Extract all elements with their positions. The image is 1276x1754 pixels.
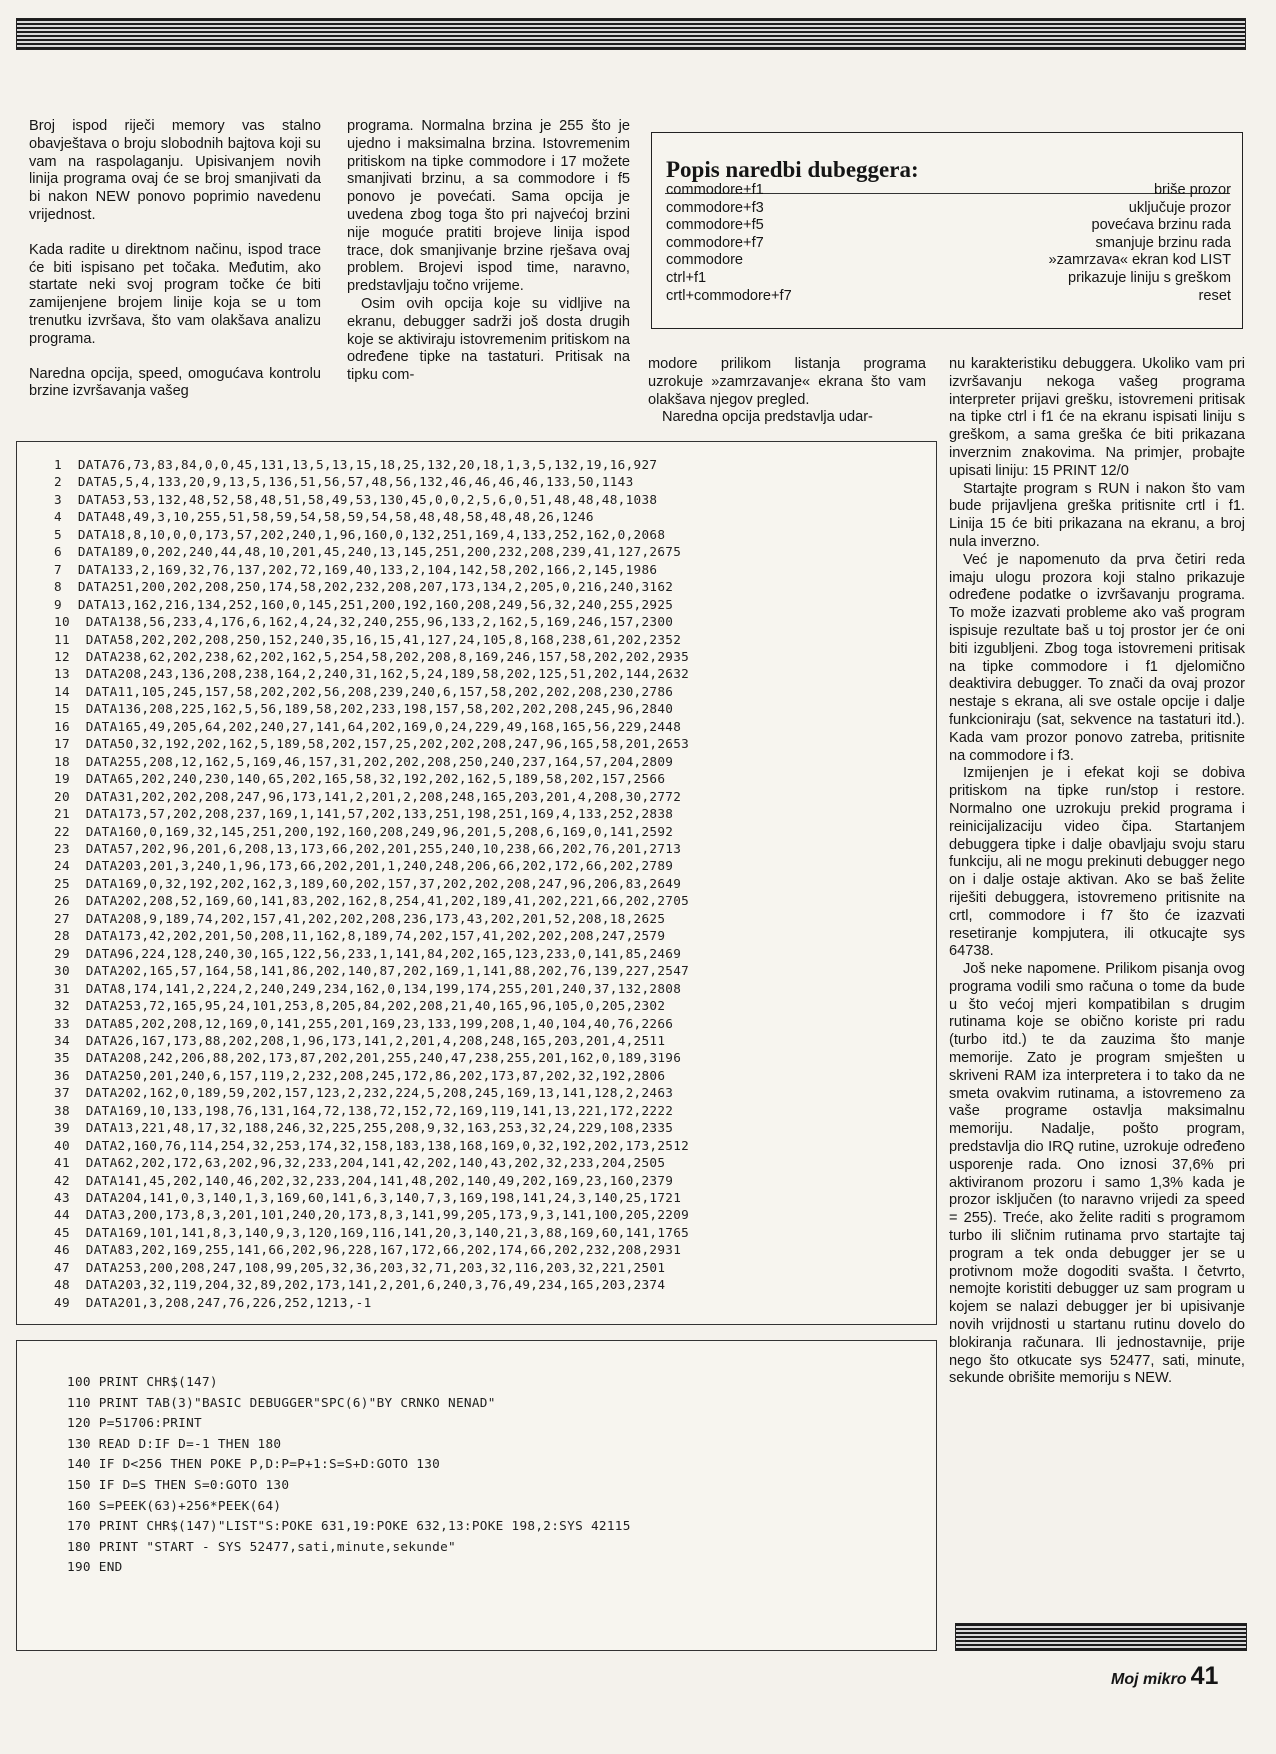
code-line: 16 DATA165,49,205,64,202,240,27,141,64,202,169,0,24,229,49,168,165,56,229,2448	[54, 718, 682, 734]
code-line: 10 DATA138,56,233,4,176,6,162,4,24,32,240,255,96,133,2,162,5,169,246,157,2300	[54, 614, 674, 630]
command-list-box	[651, 132, 1243, 329]
command-key: commodore	[666, 252, 744, 269]
code-line: 20 DATA31,202,202,208,247,96,173,141,2,201,2,208,248,165,203,201,4,208,30,2772	[54, 788, 682, 804]
code-line: 49 DATA201,3,208,247,76,226,252,1213,-1	[54, 1294, 372, 1310]
code-line: 35 DATA208,242,206,88,202,173,87,202,201,255,240,47,238,255,201,162,0,189,3196	[54, 1050, 682, 1066]
code-line: 130 READ D:IF D=-1 THEN 180	[67, 1435, 282, 1451]
code-line: 8 DATA251,200,202,208,250,174,58,202,232,208,207,173,134,2,205,0,216,240,3162	[54, 579, 674, 595]
command-description: »zamrzava« ekran kod LIST	[1048, 252, 1231, 269]
code-line: 29 DATA96,224,128,240,30,165,122,56,233,1,141,84,202,165,123,233,0,141,85,2469	[54, 945, 682, 961]
data-listing-code	[54, 456, 689, 1311]
paragraph: Naredna opcija predstavlja udar-	[662, 409, 873, 426]
command-description: uključuje prozor	[1128, 199, 1231, 216]
paragraph: Osim ovih opcija koje su vidljive na ekranu, debugger sadrži još dosta drugih koje se aktiviraju istovremenim pritiskom na određene tipke na tastaturi. Pritisak na tipku com-	[347, 295, 630, 384]
code-line: 19 DATA65,202,240,230,140,65,202,165,58,32,192,202,162,5,189,58,202,157,2566	[54, 771, 666, 787]
article-column-4	[949, 356, 1245, 1388]
paragraph: Kada radite u direktnom načinu, ispod trace će biti ispisano pet točaka. Međutim, ako startate neki svoj program točke će biti zamijenjene brojem linije koja se u tom trenutku izvršava, što vam olakšava analizu programa.	[29, 241, 321, 347]
code-line: 160 S=PEEK(63)+256*PEEK(64)	[67, 1497, 282, 1513]
code-line: 9 DATA13,162,216,134,252,160,0,145,251,200,192,160,208,249,56,32,240,255,2925	[54, 596, 674, 612]
article-column-3	[648, 356, 926, 427]
code-line: 5 DATA18,8,10,0,0,173,57,202,240,1,96,160,0,132,251,169,4,133,252,162,0,2068	[54, 526, 666, 542]
code-line: 11 DATA58,202,202,208,250,152,240,35,16,15,41,127,24,105,8,168,238,61,202,2352	[54, 631, 682, 647]
paragraph: programa. Normalna brzina je 255 što je ujedno i maksimalna brzina. Istovremenim pritiskom na tipke commodore i 17 možete smanjivati brzinu, a sa commodore i f5 ponovo je povećati. Sama opcija je uvedena zbog toga što pri najvećoj brzini nije moguće pratiti brojeve linija ispod trace, dok smanjivanje brzine rješava ovaj problem. Brojevi ispod time, naravno, predstavljaju točno vrijeme.	[347, 118, 630, 295]
code-line: 45 DATA169,101,141,8,3,140,9,3,120,169,116,141,20,3,140,21,3,88,169,60,141,1765	[54, 1224, 690, 1240]
code-line: 100 PRINT CHR$(147)	[67, 1374, 218, 1389]
code-line: 44 DATA3,200,173,8,3,201,101,240,20,173,8,3,141,99,205,173,9,3,141,100,205,2209	[54, 1207, 690, 1223]
basic-listing-code	[67, 1372, 631, 1578]
code-line: 110 PRINT TAB(3)"BASIC DEBUGGER"SPC(6)"BY CRNKO NENAD"	[67, 1394, 496, 1410]
code-line: 26 DATA202,208,52,169,60,141,83,202,162,8,254,41,202,189,41,202,221,66,202,2705	[54, 893, 690, 909]
command-key: crtl+commodore+f7	[666, 287, 792, 304]
code-line: 17 DATA50,32,192,202,162,5,189,58,202,157,25,202,202,208,247,96,165,58,201,2653	[54, 736, 690, 752]
code-line: 1 DATA76,73,83,84,0,0,45,131,13,5,13,15,18,25,132,20,18,1,3,5,132,19,16,927	[54, 457, 658, 472]
code-line: 31 DATA8,174,141,2,224,2,240,249,234,162,0,134,199,174,255,201,240,37,132,2808	[54, 980, 682, 996]
paragraph: Broj ispod riječi memory vas stalno obavještava o broju slobodnih bajtova koji su vam na raspolaganju. Upisivanjem novih linija programa ovaj će se broj smanjivati da bi nakon NEW ponovo poprimio navedenu vrijednost.	[29, 118, 321, 223]
code-line: 13 DATA208,243,136,208,238,164,2,240,31,162,5,24,189,58,202,125,51,202,144,2632	[54, 666, 690, 682]
code-line: 40 DATA2,160,76,114,254,32,253,174,32,158,183,138,168,169,0,32,192,202,173,2512	[54, 1137, 690, 1153]
code-line: 34 DATA26,167,173,88,202,208,1,96,173,141,2,201,4,208,248,165,203,201,4,2511	[54, 1032, 666, 1048]
code-line: 46 DATA83,202,169,255,141,66,202,96,228,167,172,66,202,174,66,202,232,208,2931	[54, 1242, 682, 1258]
code-line: 120 P=51706:PRINT	[67, 1415, 202, 1431]
command-list-title: Popis naredbi dubeggera:	[666, 157, 919, 182]
code-line: 27 DATA208,9,189,74,202,157,41,202,202,208,236,173,43,202,201,52,208,18,2625	[54, 910, 666, 926]
code-line: 39 DATA13,221,48,17,32,188,246,32,225,255,208,9,32,163,253,32,24,229,108,2335	[54, 1120, 674, 1136]
article-column-1	[29, 118, 321, 401]
command-key: commodore+f5	[666, 217, 764, 234]
code-line: 18 DATA255,208,12,162,5,169,46,157,31,202,202,208,250,240,237,164,57,204,2809	[54, 753, 674, 769]
paragraph: Startajte program s RUN i nakon što vam bude prijavljena greška pritisnite crtl i f1. Linija 15 će biti prikazana na ekranu, a broj nula inverzno.	[949, 480, 1245, 550]
magazine-name: Moj mikro	[1111, 1671, 1187, 1688]
command-description: reset	[1198, 287, 1231, 304]
code-line: 43 DATA204,141,0,3,140,1,3,169,60,141,6,3,140,7,3,169,198,141,24,3,140,25,1721	[54, 1190, 682, 1206]
page-number: 41	[1190, 1662, 1219, 1690]
paragraph: Izmijenjen je i efekat koji se dobiva pritiskom na tipke run/stop i restore. Normalno one uzrokuju prekid programa i reinicijalizaciju video čipa. Startanjem debuggera tipke i dalje obavljaju svoju staru funkciju, ali ne mogu prekinuti debugger nego on i dalje ostaje aktivan. Ako se baš želite riješiti debuggera, istovremeno pritisnite na crtl, commodore i f7 što će izazvati resetiranje kompjutera, ili otkucajte sys 64738.	[949, 765, 1245, 960]
command-key: commodore+f7	[666, 234, 764, 251]
code-line: 150 IF D=S THEN S=0:GOTO 130	[67, 1476, 290, 1492]
code-line: 38 DATA169,10,133,198,76,131,164,72,138,72,152,72,169,119,141,13,221,172,2222	[54, 1102, 674, 1118]
basic-listing-box	[16, 1340, 937, 1651]
data-listing-box	[16, 441, 937, 1325]
code-line: 41 DATA62,202,172,63,202,96,32,233,204,141,42,202,140,43,202,32,233,204,2505	[54, 1155, 666, 1171]
page-footer	[1111, 1662, 1218, 1691]
code-line: 180 PRINT "START - SYS 52477,sati,minute,sekunde"	[67, 1538, 456, 1554]
code-line: 22 DATA160,0,169,32,145,251,200,192,160,208,249,96,201,5,208,6,169,0,141,2592	[54, 823, 674, 839]
paragraph: Već je napomenuto da prva četiri reda imaju ulogu prozora koji stalno prikazuje određene podatke o izvršavanju programa. To može izazvati probleme ako vaš program ispisuje rezultate baš u toj prostor jer će oni biti izgubljeni. Zbog toga istovremeni pritisak na tipke commodore i f1 djelomično deaktivira debugger. To znači da ovaj prozor nestaje s ekrana, ali sve ostale opcije i dalje funkcioniraju (sat, sekvence na tastaturi itd.). Kada vam prozor ponovo zatreba, pritisnite na commodore i f3.	[949, 551, 1245, 764]
code-line: 7 DATA133,2,169,32,76,137,202,72,169,40,133,2,104,142,58,202,166,2,145,1986	[54, 561, 658, 577]
code-line: 190 END	[67, 1559, 123, 1575]
code-line: 4 DATA48,49,3,10,255,51,58,59,54,58,59,54,58,48,48,58,48,48,26,1246	[54, 509, 594, 525]
paragraph: Naredna opcija, speed, omogućava kontrolu brzine izvršavanja vašeg	[29, 365, 321, 400]
command-key: commodore+f3	[666, 199, 764, 216]
code-line: 12 DATA238,62,202,238,62,202,162,5,254,58,202,208,8,169,246,157,58,202,202,2935	[54, 648, 690, 664]
paragraph: modore prilikom listanja programa uzrokuje »zamrzavanje« ekrana što vam olakšava njegov pregled.	[648, 356, 926, 408]
command-description: smanjuje brzinu rada	[1095, 234, 1231, 251]
article-column-2	[347, 118, 630, 385]
code-line: 32 DATA253,72,165,95,24,101,253,8,205,84,202,208,21,40,165,96,105,0,205,2302	[54, 998, 666, 1014]
command-description: povećava brzinu rada	[1091, 217, 1231, 234]
code-line: 47 DATA253,200,208,247,108,99,205,32,36,203,32,71,203,32,116,203,32,221,2501	[54, 1259, 666, 1275]
code-line: 21 DATA173,57,202,208,237,169,1,141,57,202,133,251,198,251,169,4,133,252,2838	[54, 806, 674, 822]
paragraph: Još neke napomene. Prilikom pisanja ovog programa vodili smo računa o tome da bude u što većoj mjeri kompatibilan s drugim rutinama koje se obično koriste pri radu (turbo itd.) te da zauzima što manje memorije. Zato je program smješten u skriveni RAM iza interpretera i to tako da ne smeta ovakvim rutinama, a istovremeno za vaše programe ostavlja maksimalnu memoriju. Nadalje, pošto program, predstavlja dio IRQ rutine, uzrokuje određeno usporenje rada. Ono iznosi 37,6% pri aktiviranom prozoru i samo 1,3% kada je prozor isključen (to naravno vrijedi za speed = 255). Treće, ako želite raditi s programom turbo ili sličnim rutinama prvo startajte taj program a tek onda debugger jer se u protivnom može dogoditi svašta. I četvrto, nemojte koristiti debugger uz sam program u kojem se nalazi debugger jer bi upisivanje novih vrijdnosti u startanu rutinu dovelo do blokiranja računara. Ili jednostavnije, prije nego što otkucate sys 52477, sati, minute, sekunde obrišite memoriju s NEW.	[949, 961, 1245, 1387]
code-line: 48 DATA203,32,119,204,32,89,202,173,141,2,201,6,240,3,76,49,234,165,203,2374	[54, 1277, 666, 1293]
code-line: 25 DATA169,0,32,192,202,162,3,189,60,202,157,37,202,202,208,247,96,206,83,2649	[54, 875, 682, 891]
code-line: 42 DATA141,45,202,140,46,202,32,233,204,141,48,202,140,49,202,169,23,160,2379	[54, 1172, 674, 1188]
code-line: 33 DATA85,202,208,12,169,0,141,255,201,169,23,133,199,208,1,40,104,40,76,2266	[54, 1015, 674, 1031]
command-description: prikazuje liniju s greškom	[1067, 270, 1231, 286]
code-line: 170 PRINT CHR$(147)"LIST"S:POKE 631,19:POKE 632,13:POKE 198,2:SYS 42115	[67, 1518, 631, 1534]
command-description: briše prozor	[1153, 182, 1231, 198]
bottom-decorative-band	[955, 1623, 1247, 1651]
command-key: commodore+f1	[666, 182, 764, 198]
command-key: ctrl+f1	[666, 270, 707, 286]
code-line: 3 DATA53,53,132,48,52,58,48,51,58,49,53,130,45,0,0,2,5,6,0,51,48,48,48,1038	[54, 491, 658, 507]
code-line: 23 DATA57,202,96,201,6,208,13,173,66,202,201,255,240,10,238,66,202,76,201,2713	[54, 840, 682, 856]
code-line: 6 DATA189,0,202,240,44,48,10,201,45,240,13,145,251,200,232,208,239,41,127,2675	[54, 544, 682, 560]
top-decorative-band	[16, 18, 1246, 50]
code-line: 24 DATA203,201,3,240,1,96,173,66,202,201,1,240,248,206,66,202,172,66,202,2789	[54, 858, 674, 874]
code-line: 28 DATA173,42,202,201,50,208,11,162,8,189,74,202,157,41,202,202,208,247,2579	[54, 928, 666, 944]
code-line: 14 DATA11,105,245,157,58,202,202,56,208,239,240,6,157,58,202,202,208,230,2786	[54, 683, 674, 699]
code-line: 2 DATA5,5,4,133,20,9,13,5,136,51,56,57,48,56,132,46,46,46,46,133,50,1143	[54, 474, 634, 490]
code-line: 36 DATA250,201,240,6,157,119,2,232,208,245,172,86,202,173,87,202,32,192,2806	[54, 1067, 666, 1083]
code-line: 140 IF D<256 THEN POKE P,D:P=P+1:S=S+D:GOTO 130	[67, 1456, 441, 1472]
paragraph: nu karakteristiku debuggera. Ukoliko vam pri izvršavanju nekoga vašeg programa interpreter prijavi grešku, istovremeni pritisak na tipke ctrl i f1 će na ekranu ispisati liniju s greškom, a sama greška će biti prikazana inverznim znakovima. Na primjer, probajte upisati liniju: 15 PRINT 12/0	[949, 356, 1245, 479]
code-line: 15 DATA136,208,225,162,5,56,189,58,202,233,198,157,58,202,202,208,245,96,2840	[54, 701, 674, 717]
code-line: 30 DATA202,165,57,164,58,141,86,202,140,87,202,169,1,141,88,202,76,139,227,2547	[54, 963, 690, 979]
code-line: 37 DATA202,162,0,189,59,202,157,123,2,232,224,5,208,245,169,13,141,128,2,2463	[54, 1085, 674, 1101]
